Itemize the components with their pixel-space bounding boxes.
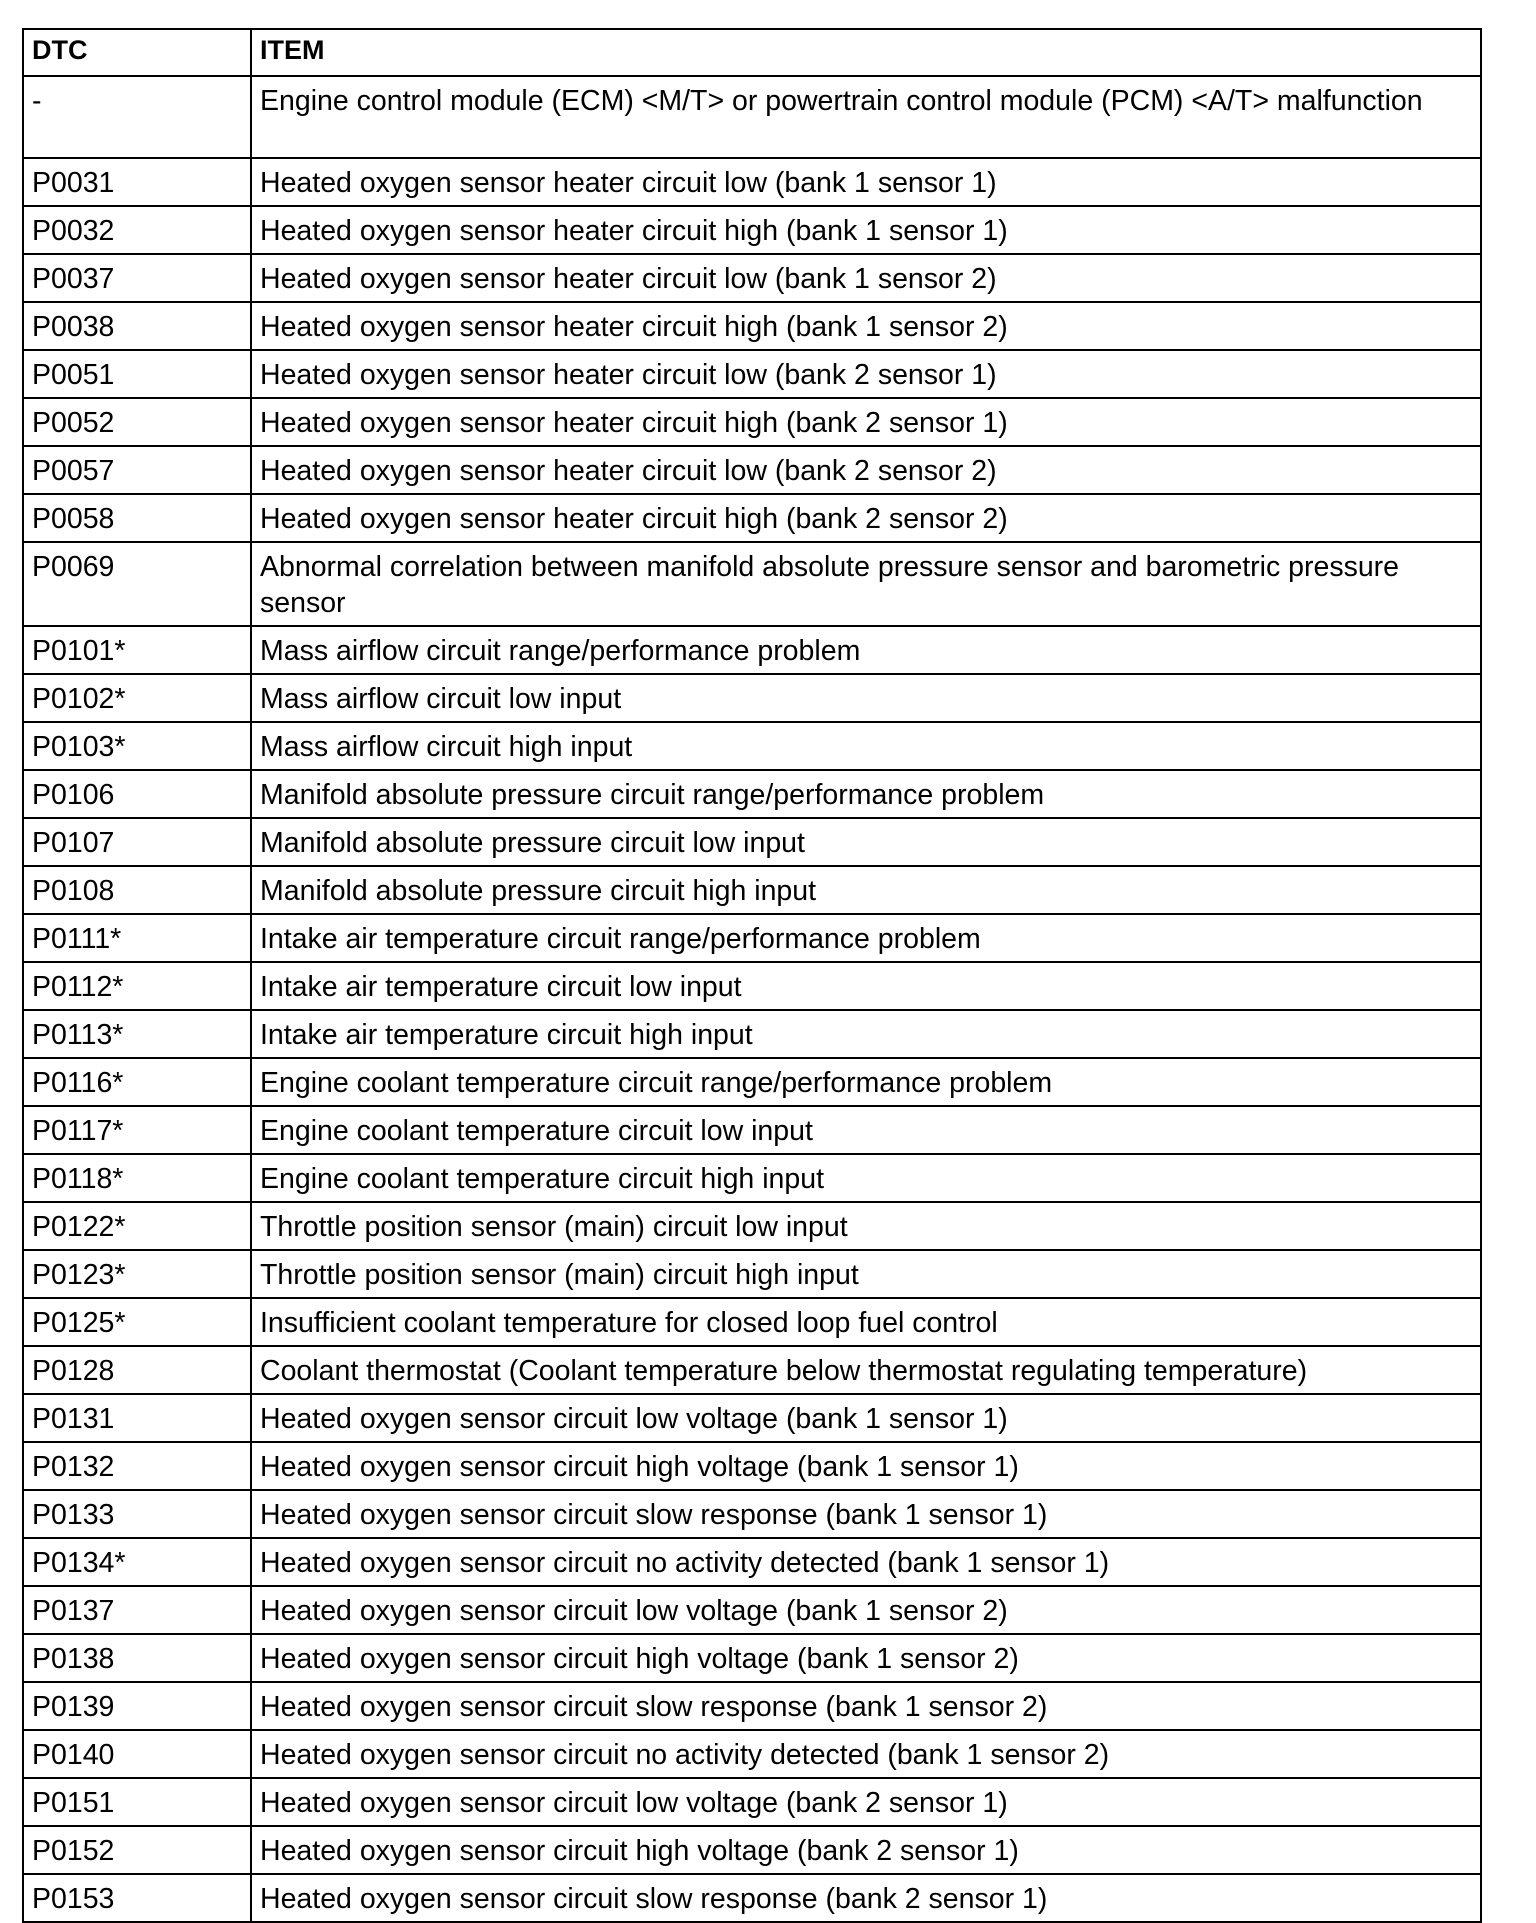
table-row xyxy=(23,1058,1481,1106)
dtc-code-cell: P0032 xyxy=(23,206,251,254)
dtc-code-cell: P0038 xyxy=(23,302,251,350)
table-row xyxy=(23,302,1481,350)
dtc-description-cell: Heated oxygen sensor heater circuit low (bank 2 sensor 2) xyxy=(251,446,1481,494)
dtc-description-cell: Heated oxygen sensor circuit slow response (bank 2 sensor 1) xyxy=(251,1874,1481,1922)
table-row xyxy=(23,1298,1481,1346)
dtc-code-cell: P0123* xyxy=(23,1250,251,1298)
dtc-code-cell: P0103* xyxy=(23,722,251,770)
dtc-code-cell: P0051 xyxy=(23,350,251,398)
dtc-description-cell: Heated oxygen sensor circuit slow response (bank 1 sensor 1) xyxy=(251,1490,1481,1538)
dtc-description-cell: Insufficient coolant temperature for closed loop fuel control xyxy=(251,1298,1481,1346)
dtc-code-cell: P0106 xyxy=(23,770,251,818)
dtc-description-cell: Engine control module (ECM) <M/T> or powertrain control module (PCM) <A/T> malfunction xyxy=(251,76,1481,158)
table-row xyxy=(23,1106,1481,1154)
dtc-description-cell: Mass airflow circuit low input xyxy=(251,674,1481,722)
dtc-table xyxy=(22,28,1482,1923)
column-header-item: ITEM xyxy=(251,29,1481,76)
dtc-description-cell: Heated oxygen sensor heater circuit high (bank 2 sensor 2) xyxy=(251,494,1481,542)
dtc-code-cell: P0111* xyxy=(23,914,251,962)
dtc-description-cell: Heated oxygen sensor circuit low voltage (bank 1 sensor 2) xyxy=(251,1586,1481,1634)
table-row xyxy=(23,1010,1481,1058)
dtc-code-cell: P0116* xyxy=(23,1058,251,1106)
dtc-description-cell: Heated oxygen sensor heater circuit high (bank 1 sensor 1) xyxy=(251,206,1481,254)
dtc-code-cell: P0132 xyxy=(23,1442,251,1490)
table-row xyxy=(23,398,1481,446)
table-row xyxy=(23,770,1481,818)
dtc-description-cell: Throttle position sensor (main) circuit low input xyxy=(251,1202,1481,1250)
dtc-description-cell: Intake air temperature circuit range/performance problem xyxy=(251,914,1481,962)
dtc-description-cell: Engine coolant temperature circuit range/performance problem xyxy=(251,1058,1481,1106)
table-row xyxy=(23,1826,1481,1874)
table-row xyxy=(23,494,1481,542)
table-row xyxy=(23,254,1481,302)
dtc-description-cell: Manifold absolute pressure circuit range/performance problem xyxy=(251,770,1481,818)
table-header xyxy=(23,29,1481,76)
dtc-description-cell: Heated oxygen sensor heater circuit low (bank 2 sensor 1) xyxy=(251,350,1481,398)
dtc-description-cell: Manifold absolute pressure circuit low input xyxy=(251,818,1481,866)
dtc-code-cell: P0151 xyxy=(23,1778,251,1826)
dtc-code-cell: - xyxy=(23,76,251,158)
table-row xyxy=(23,350,1481,398)
table-row xyxy=(23,1346,1481,1394)
dtc-code-cell: P0134* xyxy=(23,1538,251,1586)
dtc-description-cell: Manifold absolute pressure circuit high input xyxy=(251,866,1481,914)
table-row xyxy=(23,76,1481,158)
table-row xyxy=(23,626,1481,674)
dtc-code-cell: P0037 xyxy=(23,254,251,302)
table-row xyxy=(23,1682,1481,1730)
dtc-code-cell: P0128 xyxy=(23,1346,251,1394)
table-row xyxy=(23,674,1481,722)
dtc-code-cell: P0112* xyxy=(23,962,251,1010)
table-row xyxy=(23,722,1481,770)
table-row xyxy=(23,1250,1481,1298)
dtc-description-cell: Intake air temperature circuit low input xyxy=(251,962,1481,1010)
dtc-description-cell: Engine coolant temperature circuit low input xyxy=(251,1106,1481,1154)
dtc-code-cell: P0057 xyxy=(23,446,251,494)
dtc-code-cell: P0139 xyxy=(23,1682,251,1730)
table-row xyxy=(23,962,1481,1010)
dtc-code-cell: P0137 xyxy=(23,1586,251,1634)
dtc-description-cell: Heated oxygen sensor circuit high voltage (bank 1 sensor 2) xyxy=(251,1634,1481,1682)
dtc-code-cell: P0052 xyxy=(23,398,251,446)
dtc-description-cell: Mass airflow circuit range/performance problem xyxy=(251,626,1481,674)
dtc-code-cell: P0101* xyxy=(23,626,251,674)
table-row xyxy=(23,206,1481,254)
table-row xyxy=(23,542,1481,626)
table-row xyxy=(23,914,1481,962)
table-row xyxy=(23,1634,1481,1682)
dtc-description-cell: Heated oxygen sensor heater circuit high (bank 1 sensor 2) xyxy=(251,302,1481,350)
dtc-code-cell: P0131 xyxy=(23,1394,251,1442)
table-body xyxy=(23,76,1481,1922)
dtc-description-cell: Engine coolant temperature circuit high input xyxy=(251,1154,1481,1202)
dtc-code-cell: P0118* xyxy=(23,1154,251,1202)
table-row xyxy=(23,1586,1481,1634)
table-row xyxy=(23,1154,1481,1202)
header-row xyxy=(23,29,1481,76)
dtc-description-cell: Heated oxygen sensor heater circuit low (bank 1 sensor 1) xyxy=(251,158,1481,206)
table-row xyxy=(23,1538,1481,1586)
dtc-description-cell: Heated oxygen sensor heater circuit low (bank 1 sensor 2) xyxy=(251,254,1481,302)
table-row xyxy=(23,1202,1481,1250)
dtc-description-cell: Intake air temperature circuit high input xyxy=(251,1010,1481,1058)
table-row xyxy=(23,1490,1481,1538)
table-row xyxy=(23,818,1481,866)
dtc-description-cell: Mass airflow circuit high input xyxy=(251,722,1481,770)
table-row xyxy=(23,1442,1481,1490)
dtc-description-cell: Heated oxygen sensor circuit no activity detected (bank 1 sensor 2) xyxy=(251,1730,1481,1778)
dtc-code-cell: P0108 xyxy=(23,866,251,914)
dtc-description-cell: Abnormal correlation between manifold absolute pressure sensor and barometric pressure sensor xyxy=(251,542,1481,626)
dtc-code-cell: P0031 xyxy=(23,158,251,206)
dtc-description-cell: Heated oxygen sensor circuit low voltage (bank 1 sensor 1) xyxy=(251,1394,1481,1442)
dtc-description-cell: Heated oxygen sensor circuit no activity detected (bank 1 sensor 1) xyxy=(251,1538,1481,1586)
dtc-description-cell: Heated oxygen sensor circuit high voltage (bank 1 sensor 1) xyxy=(251,1442,1481,1490)
dtc-code-cell: P0069 xyxy=(23,542,251,626)
table-row xyxy=(23,866,1481,914)
dtc-code-cell: P0058 xyxy=(23,494,251,542)
table-row xyxy=(23,1778,1481,1826)
dtc-description-cell: Heated oxygen sensor heater circuit high (bank 2 sensor 1) xyxy=(251,398,1481,446)
dtc-description-cell: Heated oxygen sensor circuit slow response (bank 1 sensor 2) xyxy=(251,1682,1481,1730)
dtc-description-cell: Heated oxygen sensor circuit low voltage (bank 2 sensor 1) xyxy=(251,1778,1481,1826)
dtc-description-cell: Heated oxygen sensor circuit high voltage (bank 2 sensor 1) xyxy=(251,1826,1481,1874)
dtc-code-cell: P0125* xyxy=(23,1298,251,1346)
table-row xyxy=(23,1874,1481,1922)
dtc-description-cell: Throttle position sensor (main) circuit high input xyxy=(251,1250,1481,1298)
dtc-code-cell: P0133 xyxy=(23,1490,251,1538)
table-row xyxy=(23,158,1481,206)
column-header-dtc: DTC xyxy=(23,29,251,76)
dtc-code-cell: P0138 xyxy=(23,1634,251,1682)
dtc-code-cell: P0102* xyxy=(23,674,251,722)
dtc-code-cell: P0122* xyxy=(23,1202,251,1250)
dtc-code-cell: P0153 xyxy=(23,1874,251,1922)
dtc-code-cell: P0107 xyxy=(23,818,251,866)
table-row xyxy=(23,1730,1481,1778)
table-row xyxy=(23,1394,1481,1442)
dtc-description-cell: Coolant thermostat (Coolant temperature below thermostat regulating temperature) xyxy=(251,1346,1481,1394)
dtc-code-cell: P0113* xyxy=(23,1010,251,1058)
table-row xyxy=(23,446,1481,494)
dtc-code-cell: P0152 xyxy=(23,1826,251,1874)
dtc-code-cell: P0117* xyxy=(23,1106,251,1154)
dtc-code-cell: P0140 xyxy=(23,1730,251,1778)
